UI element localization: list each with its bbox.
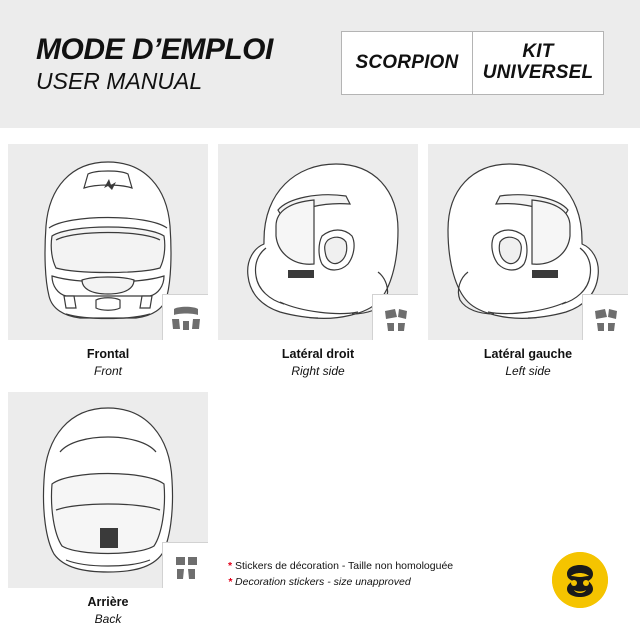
disclaimer-note-en (228, 575, 558, 591)
page-subtitle: USER MANUAL (36, 67, 203, 94)
sticker-thumbnail-left-side (582, 294, 628, 340)
page-title: MODE D’EMPLOI (36, 33, 273, 66)
title-block (36, 34, 273, 94)
brand-label-kit-universel (483, 42, 594, 84)
caption-left-side-fr: Latéral gauche (483, 347, 573, 361)
caption-front (8, 346, 208, 379)
sticker-thumbnail-right-side (372, 294, 418, 340)
caption-front-fr: Frontal (86, 347, 130, 361)
caption-back (8, 594, 208, 627)
note-bullet-en: * (228, 575, 233, 588)
disclaimer-note (228, 559, 558, 591)
sticker-thumbnail-front (162, 294, 208, 340)
view-panel-back (8, 392, 208, 588)
brand-label-kit-line2: UNIVERSEL (482, 62, 594, 83)
note-bullet-fr: * (228, 560, 233, 572)
caption-right-side-fr: Latéral droit (281, 347, 355, 361)
disclaimer-text-en: Decoration stickers - size unapproved (235, 575, 411, 588)
caption-back-en: Back (94, 611, 122, 626)
view-panel-left-side (428, 144, 628, 340)
caption-front-en: Front (93, 363, 122, 378)
brand-box-scorpion (341, 31, 473, 95)
sticker-thumbnail-back (162, 542, 208, 588)
disclaimer-note-fr (228, 559, 558, 575)
brand-label-kit-line1: KIT (522, 41, 554, 63)
view-panel-front (8, 144, 208, 340)
brand-label-scorpion: SCORPION (355, 51, 459, 73)
header-banner (0, 0, 640, 128)
caption-left-side (428, 346, 628, 379)
view-panel-right-side (218, 144, 418, 340)
scorpion-exo-logo (552, 552, 608, 608)
caption-left-side-en: Left side (505, 363, 551, 378)
brand-box-kit-universel (472, 31, 604, 95)
caption-right-side (218, 346, 418, 379)
caption-back-fr: Arrière (87, 595, 129, 609)
caption-right-side-en: Right side (291, 363, 345, 378)
disclaimer-text-fr: Stickers de décoration - Taille non homologuée (235, 560, 454, 572)
